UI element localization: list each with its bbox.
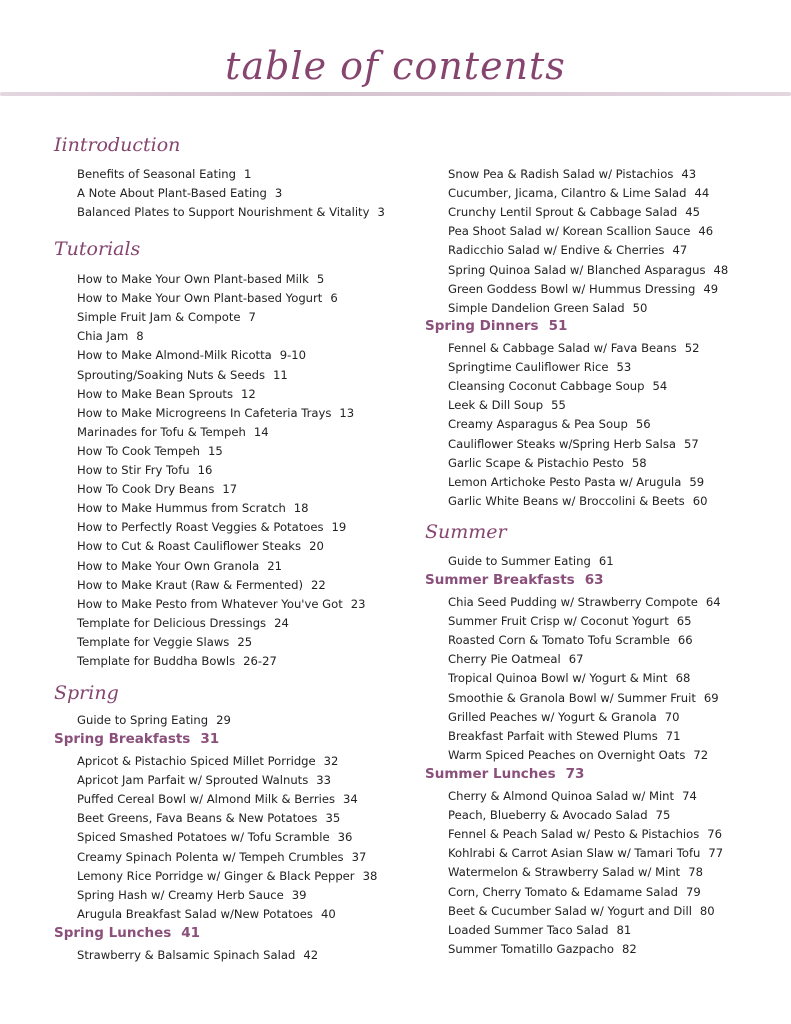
page-number: 21 bbox=[267, 558, 282, 573]
toc-entry[interactable] bbox=[448, 613, 692, 629]
toc-entry[interactable] bbox=[77, 634, 252, 650]
entry-title: Arugula Breakfast Salad w/New Potatoes bbox=[77, 906, 313, 921]
toc-entry[interactable] bbox=[448, 493, 708, 509]
entry-title: Cleansing Coconut Cabbage Soup bbox=[448, 379, 645, 394]
entry-title: Spring Quinoa Salad w/ Blanched Asparagus bbox=[448, 262, 706, 277]
entry-title: Chia Seed Pudding w/ Strawberry Compote bbox=[448, 595, 698, 609]
entry-title: Grilled Peaches w/ Yogurt & Granola bbox=[448, 709, 657, 724]
page-number: 13 bbox=[339, 405, 355, 420]
subsection-heading[interactable] bbox=[54, 925, 200, 941]
toc-entry[interactable] bbox=[77, 462, 212, 478]
entry-title: How to Make Pesto from Whatever You've Got bbox=[77, 596, 343, 611]
toc-entry[interactable] bbox=[448, 594, 721, 610]
section-heading: Summer bbox=[425, 521, 507, 543]
subsection-label: Spring Breakfasts bbox=[54, 731, 191, 747]
page-number: 40 bbox=[320, 906, 336, 921]
entry-title: Guide to Summer Eating bbox=[448, 554, 591, 568]
page-number: 37 bbox=[351, 849, 367, 864]
page-number: 8 bbox=[136, 329, 144, 344]
toc-entry[interactable] bbox=[77, 500, 309, 516]
toc-entry[interactable] bbox=[77, 166, 251, 182]
page-number: 32 bbox=[323, 754, 339, 768]
toc-entry[interactable] bbox=[77, 849, 366, 865]
entry-title: Breakfast Parfait with Stewed Plums bbox=[448, 728, 658, 743]
entry-title: Smoothie & Granola Bowl w/ Summer Fruit bbox=[448, 690, 696, 705]
toc-entry[interactable] bbox=[448, 632, 693, 648]
entry-title: Beet & Cucumber Salad w/ Yogurt and Dill bbox=[448, 903, 692, 918]
subsection-label: Summer Breakfasts bbox=[425, 572, 575, 588]
entry-title: Creamy Spinach Polenta w/ Tempeh Crumbles bbox=[77, 849, 344, 864]
toc-entry[interactable] bbox=[448, 474, 704, 490]
entry-title: Radicchio Salad w/ Endive & Cherries bbox=[448, 243, 665, 258]
toc-entry[interactable] bbox=[77, 829, 352, 845]
toc-entry[interactable] bbox=[448, 436, 699, 452]
toc-entry[interactable] bbox=[448, 651, 584, 667]
page-number: 23 bbox=[350, 596, 366, 611]
subsection-heading[interactable] bbox=[425, 318, 567, 334]
toc-entry[interactable] bbox=[77, 443, 223, 459]
entry-title: Garlic White Beans w/ Broccolini & Beets bbox=[448, 493, 685, 508]
page-number: 31 bbox=[200, 731, 220, 747]
toc-entry[interactable] bbox=[448, 903, 715, 919]
entry-title: Balanced Plates to Support Nourishment & Vitality bbox=[77, 205, 370, 220]
page-number: 82 bbox=[621, 941, 637, 956]
page-number: 72 bbox=[693, 747, 709, 762]
entry-title: Creamy Asparagus & Pea Soup bbox=[448, 417, 628, 432]
page-number: 69 bbox=[703, 690, 719, 705]
entry-title: Tropical Quinoa Bowl w/ Yogurt & Mint bbox=[448, 671, 668, 686]
page-number: 67 bbox=[568, 652, 584, 667]
entry-title: Fennel & Cabbage Salad w/ Fava Beans bbox=[448, 341, 677, 355]
toc-entry[interactable] bbox=[77, 712, 231, 728]
page-number: 34 bbox=[343, 792, 358, 807]
section-heading: Spring bbox=[54, 682, 119, 704]
page-number: 66 bbox=[677, 633, 693, 648]
entry-title: Cauliflower Steaks w/Spring Herb Salsa bbox=[448, 436, 677, 451]
page-number: 7 bbox=[248, 310, 256, 325]
subsection-heading[interactable] bbox=[425, 572, 603, 588]
entry-title: Template for Veggie Slaws bbox=[77, 634, 230, 649]
entry-title: Springtime Cauliflower Rice bbox=[448, 360, 609, 375]
toc-entry[interactable] bbox=[77, 868, 377, 884]
title-underline bbox=[0, 92, 791, 96]
page-number: 39 bbox=[291, 887, 307, 902]
toc-entry[interactable] bbox=[448, 378, 667, 394]
entry-title: Chia Jam bbox=[77, 329, 129, 344]
entry-title: Kohlrabi & Carrot Asian Slaw w/ Tamari Tofu bbox=[448, 846, 701, 861]
entry-title: How to Make Your Own Granola bbox=[77, 558, 260, 573]
subsection-label: Spring Dinners bbox=[425, 318, 539, 334]
entry-title: How to Make Bean Sprouts bbox=[77, 386, 234, 401]
toc-entry[interactable] bbox=[448, 416, 651, 432]
toc-entry[interactable] bbox=[77, 309, 256, 325]
toc-entry[interactable] bbox=[77, 653, 277, 669]
page-number: 19 bbox=[331, 520, 347, 535]
page-number: 9-10 bbox=[279, 348, 307, 363]
toc-entry[interactable] bbox=[448, 455, 647, 471]
entry-title: How to Cut & Roast Cauliflower Steaks bbox=[77, 539, 302, 554]
page-title: table of contents bbox=[225, 44, 566, 88]
toc-entry[interactable] bbox=[448, 788, 697, 804]
entry-title: How to Make Almond-Milk Ricotta bbox=[77, 348, 272, 363]
page-number: 70 bbox=[664, 709, 680, 724]
entry-title: Benefits of Seasonal Eating bbox=[77, 167, 236, 181]
entry-title: A Note About Plant-Based Eating bbox=[77, 186, 267, 201]
page-number: 55 bbox=[551, 398, 566, 413]
entry-title: Snow Pea & Radish Salad w/ Pistachios bbox=[448, 167, 674, 181]
page-number: 25 bbox=[237, 634, 253, 649]
page-number: 81 bbox=[616, 922, 632, 937]
toc-entry[interactable] bbox=[77, 386, 256, 402]
entry-title: Cherry & Almond Quinoa Salad w/ Mint bbox=[448, 789, 675, 803]
toc-entry[interactable] bbox=[448, 728, 681, 744]
page-number: 20 bbox=[309, 539, 324, 554]
page-number: 15 bbox=[207, 443, 223, 458]
page-number: 35 bbox=[325, 811, 341, 826]
toc-entry[interactable] bbox=[448, 826, 722, 842]
page-number: 17 bbox=[222, 482, 238, 497]
page-number: 26-27 bbox=[243, 654, 277, 668]
toc-entry[interactable] bbox=[77, 424, 269, 440]
toc-entry[interactable] bbox=[77, 481, 237, 497]
page-number: 79 bbox=[686, 884, 701, 899]
entry-title: Warm Spiced Peaches on Overnight Oats bbox=[448, 747, 686, 762]
entry-title: Garlic Scape & Pistachio Pesto bbox=[448, 455, 624, 470]
toc-entry[interactable] bbox=[448, 690, 719, 706]
entry-title: Simple Dandelion Green Salad bbox=[448, 300, 625, 315]
toc-entry[interactable] bbox=[448, 223, 713, 239]
entry-title: Cucumber, Jicama, Cilantro & Lime Salad bbox=[448, 186, 687, 201]
toc-entry[interactable] bbox=[448, 340, 699, 356]
page-number: 41 bbox=[181, 925, 201, 941]
entry-title: How to Make Your Own Plant-based Milk bbox=[77, 272, 309, 286]
toc-entry[interactable] bbox=[77, 185, 282, 201]
page-number: 33 bbox=[316, 773, 332, 788]
toc-entry[interactable] bbox=[448, 747, 708, 763]
page-number: 77 bbox=[708, 846, 724, 861]
toc-entry[interactable] bbox=[448, 204, 700, 220]
toc-entry[interactable] bbox=[448, 941, 637, 957]
page-number: 61 bbox=[598, 554, 614, 568]
entry-title: Watermelon & Strawberry Salad w/ Mint bbox=[448, 865, 681, 880]
entry-title: Strawberry & Balsamic Spinach Salad bbox=[77, 948, 296, 962]
toc-entry[interactable] bbox=[77, 290, 338, 306]
entry-title: How to Stir Fry Tofu bbox=[77, 463, 190, 477]
page-number: 64 bbox=[705, 595, 721, 609]
toc-entry[interactable] bbox=[77, 810, 340, 826]
entry-title: Cherry Pie Oatmeal bbox=[448, 652, 561, 667]
page-number: 71 bbox=[665, 728, 681, 743]
toc-entry[interactable] bbox=[448, 166, 696, 182]
toc-entry[interactable] bbox=[77, 906, 336, 922]
entry-title: How to Make Your Own Plant-based Yogurt bbox=[77, 291, 323, 306]
entry-title: Template for Buddha Bowls bbox=[77, 654, 236, 668]
page-number: 49 bbox=[703, 281, 719, 296]
toc-entry[interactable] bbox=[448, 185, 709, 201]
page-number: 42 bbox=[303, 948, 319, 962]
page-number: 12 bbox=[241, 386, 256, 401]
entry-title: Summer Tomatillo Gazpacho bbox=[448, 941, 614, 956]
toc-entry[interactable] bbox=[77, 367, 288, 383]
toc-entry[interactable] bbox=[448, 864, 703, 880]
page-number: 45 bbox=[685, 205, 700, 220]
toc-entry[interactable] bbox=[77, 887, 307, 903]
entry-title: How to Perfectly Roast Veggies & Potatoes bbox=[77, 520, 324, 535]
toc-entry[interactable] bbox=[77, 577, 326, 593]
page-number: 22 bbox=[310, 577, 326, 592]
page-number: 16 bbox=[197, 463, 213, 477]
page-number: 65 bbox=[676, 614, 692, 629]
toc-entry[interactable] bbox=[448, 300, 647, 316]
entry-title: Fennel & Peach Salad w/ Pesto & Pistachios bbox=[448, 827, 700, 842]
toc-entry[interactable] bbox=[77, 347, 306, 363]
page-number: 78 bbox=[688, 865, 703, 880]
entry-title: Apricot Jam Parfait w/ Sprouted Walnuts bbox=[77, 773, 309, 788]
page-number: 18 bbox=[293, 501, 309, 516]
entry-title: Leek & Dill Soup bbox=[448, 398, 544, 413]
page-number: 11 bbox=[272, 367, 288, 382]
page-number: 73 bbox=[565, 766, 585, 782]
entry-title: How to Make Kraut (Raw & Fermented) bbox=[77, 577, 303, 592]
page-number: 76 bbox=[707, 827, 723, 842]
page-number: 3 bbox=[377, 205, 385, 220]
entry-title: Lemony Rice Porridge w/ Ginger & Black Pepper bbox=[77, 868, 355, 883]
entry-title: Corn, Cherry Tomato & Edamame Salad bbox=[448, 884, 679, 899]
page-number: 44 bbox=[694, 186, 710, 201]
page-number: 63 bbox=[584, 572, 604, 588]
page-number: 53 bbox=[616, 360, 632, 375]
toc-entry[interactable] bbox=[448, 553, 614, 569]
page-number: 43 bbox=[681, 167, 697, 181]
page-number: 5 bbox=[316, 272, 325, 286]
entry-title: Guide to Spring Eating bbox=[77, 713, 209, 727]
toc-entry[interactable] bbox=[77, 204, 385, 220]
subsection-label: Summer Lunches bbox=[425, 766, 556, 782]
page-number: 59 bbox=[689, 474, 705, 489]
page-number: 51 bbox=[548, 318, 568, 334]
page-number: 50 bbox=[632, 300, 648, 315]
entry-title: Summer Fruit Crisp w/ Coconut Yogurt bbox=[448, 614, 669, 629]
toc-entry[interactable] bbox=[77, 271, 324, 287]
toc-entry[interactable] bbox=[448, 397, 566, 413]
page-number: 46 bbox=[698, 224, 714, 239]
page-number: 58 bbox=[631, 455, 647, 470]
entry-title: Lemon Artichoke Pesto Pasta w/ Arugula bbox=[448, 474, 682, 489]
entry-title: Crunchy Lentil Sprout & Cabbage Salad bbox=[448, 205, 678, 220]
page-number: 47 bbox=[672, 243, 688, 258]
entry-title: How To Cook Dry Beans bbox=[77, 482, 215, 497]
toc-entry[interactable] bbox=[77, 753, 338, 769]
toc-entry[interactable] bbox=[448, 709, 680, 725]
toc-entry[interactable] bbox=[448, 922, 631, 938]
entry-title: How to Make Hummus from Scratch bbox=[77, 501, 286, 516]
toc-entry[interactable] bbox=[77, 791, 358, 807]
entry-title: Pea Shoot Salad w/ Korean Scallion Sauce bbox=[448, 224, 691, 239]
page-number: 54 bbox=[652, 379, 668, 394]
page-number: 80 bbox=[699, 903, 715, 918]
page-number: 57 bbox=[684, 436, 699, 451]
toc-entry[interactable] bbox=[77, 538, 324, 554]
page-number: 14 bbox=[253, 424, 269, 439]
page-number: 1 bbox=[244, 167, 252, 181]
section-heading: Tutorials bbox=[54, 238, 141, 260]
page-number: 74 bbox=[682, 789, 697, 803]
page-number: 36 bbox=[337, 830, 353, 845]
entry-title: Spring Hash w/ Creamy Herb Sauce bbox=[77, 887, 284, 902]
entry-title: Puffed Cereal Bowl w/ Almond Milk & Berries bbox=[77, 792, 336, 807]
entry-title: Sprouting/Soaking Nuts & Seeds bbox=[77, 367, 265, 382]
toc-entry[interactable] bbox=[77, 596, 366, 612]
entry-title: Roasted Corn & Tomato Tofu Scramble bbox=[448, 633, 670, 648]
toc-entry[interactable] bbox=[77, 405, 354, 421]
subsection-heading[interactable] bbox=[54, 731, 219, 747]
entry-title: Marinades for Tofu & Tempeh bbox=[77, 424, 246, 439]
page-number: 52 bbox=[684, 341, 700, 355]
toc-entry[interactable] bbox=[77, 947, 318, 963]
page-number: 6 bbox=[330, 291, 338, 306]
entry-title: Loaded Summer Taco Salad bbox=[448, 922, 609, 937]
toc-entry[interactable] bbox=[77, 328, 144, 344]
page-number: 60 bbox=[692, 493, 708, 508]
toc-entry[interactable] bbox=[448, 262, 728, 278]
toc-entry[interactable] bbox=[77, 772, 331, 788]
toc-entry[interactable] bbox=[448, 281, 718, 297]
toc-entry[interactable] bbox=[77, 519, 346, 535]
page-number: 68 bbox=[675, 671, 691, 686]
entry-title: Peach, Blueberry & Avocado Salad bbox=[448, 808, 648, 823]
toc-entry[interactable] bbox=[448, 807, 670, 823]
toc-entry[interactable] bbox=[448, 242, 687, 258]
page-number: 75 bbox=[655, 808, 671, 823]
toc-entry[interactable] bbox=[448, 884, 701, 900]
entry-title: Spiced Smashed Potatoes w/ Tofu Scramble bbox=[77, 830, 330, 845]
entry-title: Apricot & Pistachio Spiced Millet Porridge bbox=[77, 754, 316, 768]
entry-title: How to Make Microgreens In Cafeteria Trays bbox=[77, 405, 332, 420]
page-number: 48 bbox=[713, 262, 729, 277]
toc-entry[interactable] bbox=[448, 845, 723, 861]
toc-entry[interactable] bbox=[448, 670, 690, 686]
entry-title: Simple Fruit Jam & Compote bbox=[77, 310, 241, 325]
entry-title: How To Cook Tempeh bbox=[77, 443, 200, 458]
entry-title: Green Goddess Bowl w/ Hummus Dressing bbox=[448, 281, 696, 296]
entry-title: Template for Delicious Dressings bbox=[77, 615, 267, 630]
page-number: 29 bbox=[216, 713, 231, 727]
page-number: 56 bbox=[635, 417, 651, 432]
subsection-heading[interactable] bbox=[425, 766, 584, 782]
toc-entry[interactable] bbox=[77, 615, 289, 631]
page-number: 38 bbox=[362, 868, 378, 883]
entry-title: Beet Greens, Fava Beans & New Potatoes bbox=[77, 811, 318, 826]
subsection-label: Spring Lunches bbox=[54, 925, 172, 941]
toc-entry[interactable] bbox=[448, 359, 631, 375]
section-heading: Iintroduction bbox=[54, 134, 181, 156]
toc-entry[interactable] bbox=[77, 558, 282, 574]
page-number: 24 bbox=[274, 615, 289, 630]
page-number: 3 bbox=[274, 186, 283, 201]
